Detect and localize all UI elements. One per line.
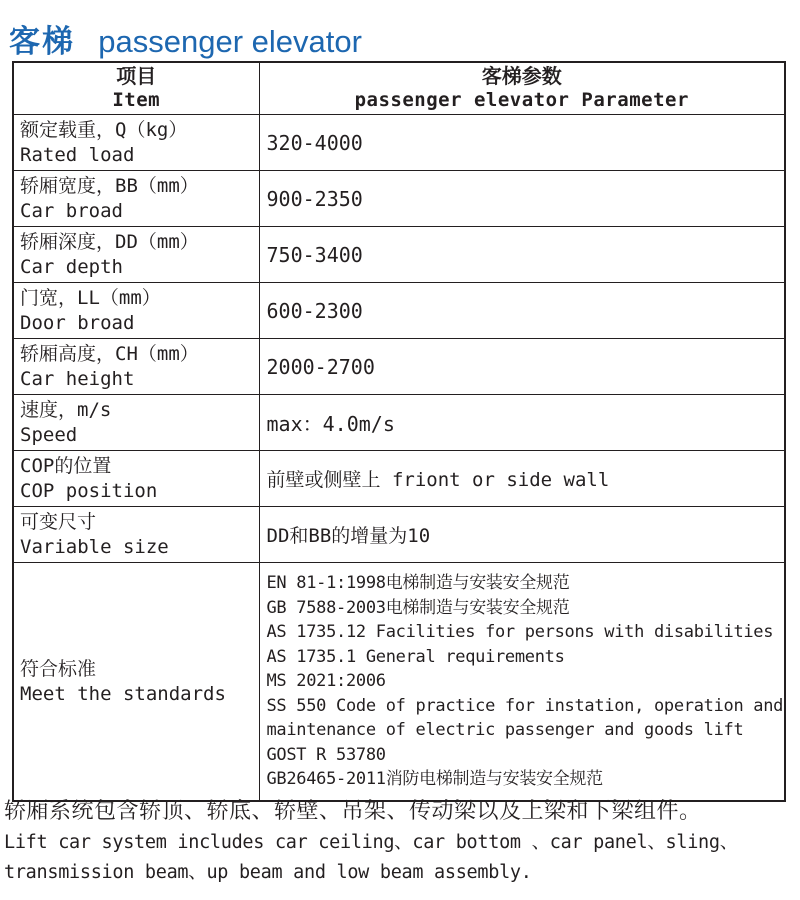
standard-line: AS 1735.1 General requirements (266, 646, 565, 667)
car-system-note-zh: 轿厢系统包含轿顶、轿底、轿壁、吊架、传动梁以及上梁和下梁组件。 (4, 799, 702, 824)
item-cell (13, 171, 259, 227)
item-label-zh: 轿厢高度，CH（mm） (20, 343, 199, 365)
car-system-note-en-line2: transmission beam、up beam and low beam assembly. (4, 862, 532, 883)
table-row-rated-load (13, 115, 785, 171)
car-system-note (4, 796, 738, 888)
item-cell (13, 283, 259, 339)
header-item-zh: 项目 (116, 64, 157, 88)
standard-line: EN 81-1:1998电梯制造与安装安全规范 (266, 573, 570, 593)
item-label-en: Car depth (20, 256, 123, 278)
table-row-cop-position (13, 451, 785, 507)
header-item-en: Item (112, 89, 161, 111)
header-parameter-en: passenger elevator Parameter (354, 89, 689, 111)
item-label-en: COP position (20, 480, 158, 502)
item-value: DD和BB的增量为10 (259, 507, 785, 563)
item-label-zh: 额定载重，Q（kg） (20, 119, 188, 141)
table-row-car-broad (13, 171, 785, 227)
item-cell (13, 395, 259, 451)
standards-list (259, 563, 785, 801)
standard-line: GB26465-2011消防电梯制造与安装安全规范 (266, 769, 603, 789)
table-row-car-depth (13, 227, 785, 283)
standard-line: maintenance of electric passenger and goods lift (266, 720, 744, 740)
item-label-zh: 门宽，LL（mm） (20, 287, 161, 309)
item-cell (13, 339, 259, 395)
car-system-note-en-line1: Lift car system includes car ceiling、car bottom 、car panel、sling、 (4, 832, 738, 853)
table-row-standards (13, 563, 785, 801)
item-cell (13, 563, 259, 801)
item-cell (13, 507, 259, 563)
standard-line: MS 2021:2006 (266, 671, 386, 691)
item-cell (13, 115, 259, 171)
item-value: 320-4000 (259, 115, 785, 171)
page-title-zh: 客梯 (9, 24, 75, 60)
item-value: 600-2300 (259, 283, 785, 339)
item-label-en: Meet the standards (20, 682, 226, 705)
table-row-door-broad (13, 283, 785, 339)
item-value: 900-2350 (259, 171, 785, 227)
table-row-variable-size (13, 507, 785, 563)
standard-line: AS 1735.12 Facilities for persons with disabilities (266, 622, 774, 642)
item-value: 2000-2700 (259, 339, 785, 395)
item-cell (13, 451, 259, 507)
standard-line: GOST R 53780 (266, 744, 386, 765)
item-label-zh: COP的位置 (20, 455, 112, 477)
table-row-car-height (13, 339, 785, 395)
item-label-en: Rated load (20, 144, 135, 166)
table-row-speed (13, 395, 785, 451)
standard-line: GB 7588-2003电梯制造与安装安全规范 (266, 597, 570, 618)
header-parameter-column (259, 62, 785, 115)
item-label-zh: 可变尺寸 (20, 511, 97, 533)
standard-line: SS 550 Code of practice for instation, operation and (266, 695, 784, 716)
parameter-table (12, 61, 786, 802)
header-parameter-zh: 客梯参数 (481, 64, 562, 88)
page-title (9, 16, 362, 61)
item-label-zh: 轿厢宽度，BB（mm） (20, 175, 199, 197)
item-label-en: Variable size (20, 536, 169, 558)
table-header-row (13, 62, 785, 115)
item-value: max：4.0m/s (259, 395, 785, 451)
item-label-en: Car broad (20, 200, 123, 222)
item-label-en: Car height (20, 368, 135, 390)
header-item-column (13, 62, 259, 115)
item-label-zh: 速度，m/s (20, 399, 112, 421)
item-value: 前壁或侧壁上 friont or side wall (259, 451, 785, 507)
page-title-en: passenger elevator (98, 24, 362, 59)
item-value: 750-3400 (259, 227, 785, 283)
item-label-en: Speed (20, 424, 78, 446)
item-cell (13, 227, 259, 283)
item-label-en: Door broad (20, 312, 135, 334)
item-label-zh: 符合标准 (20, 657, 97, 680)
item-label-zh: 轿厢深度，DD（mm） (20, 231, 199, 253)
